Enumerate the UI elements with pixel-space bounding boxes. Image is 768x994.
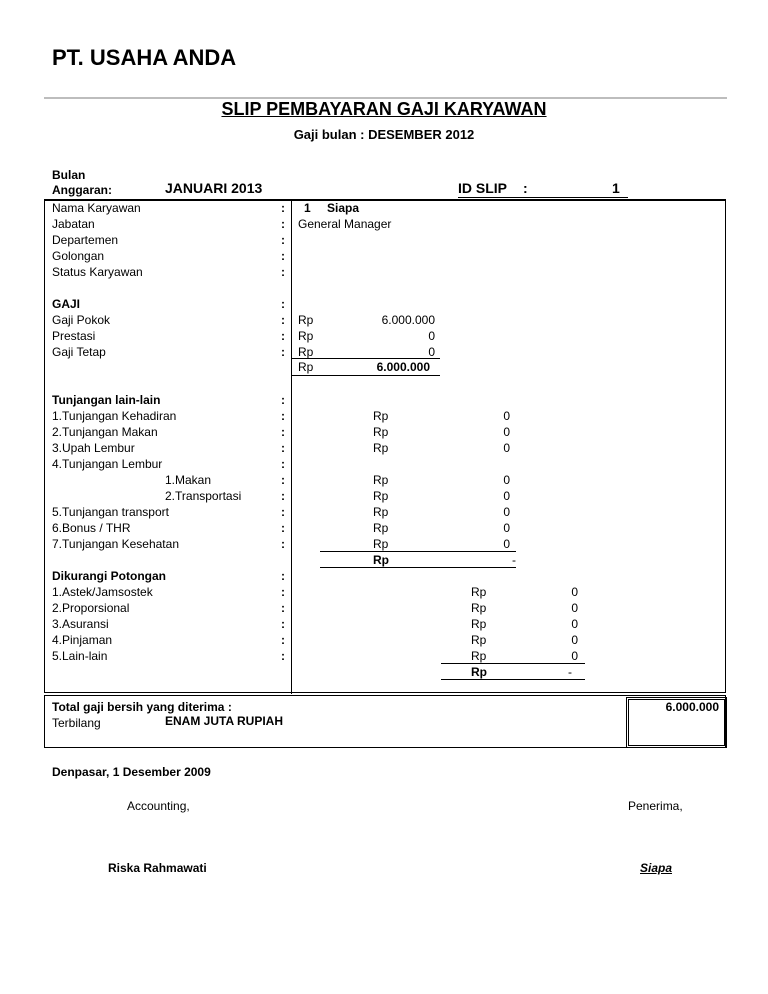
potongan-total-value: - xyxy=(568,665,572,679)
potongan-currency: Rp xyxy=(471,617,487,631)
gaji-value: 6.000.000 xyxy=(381,313,435,327)
departemen-label: Departemen xyxy=(52,233,119,247)
colon: : xyxy=(281,521,285,535)
golongan-label: Golongan xyxy=(52,249,105,263)
colon: : xyxy=(281,489,285,503)
potongan-value: 0 xyxy=(571,617,578,631)
bulan-anggaran-value: JANUARI 2013 xyxy=(165,180,263,196)
colon: : xyxy=(281,265,285,279)
tunjangan-currency: Rp xyxy=(373,409,389,423)
potongan-item-label: 2.Proporsional xyxy=(52,601,130,615)
colon: : xyxy=(281,313,285,327)
terbilang-value: ENAM JUTA RUPIAH xyxy=(165,714,284,728)
gaji-total-value: 6.000.000 xyxy=(376,360,430,374)
id-slip-colon: : xyxy=(523,180,528,196)
colon: : xyxy=(281,329,285,343)
net-salary-label: Total gaji bersih yang diterima : xyxy=(52,700,232,714)
tunjangan-total-underline xyxy=(320,567,516,568)
potongan-value: 0 xyxy=(571,585,578,599)
colon: : xyxy=(281,217,285,231)
colon: : xyxy=(281,425,285,439)
tunjangan-value: 0 xyxy=(503,441,510,455)
tunjangan-value: 0 xyxy=(503,489,510,503)
potongan-value: 0 xyxy=(571,601,578,615)
tunjangan-currency: Rp xyxy=(373,537,389,551)
accounting-signatory-name: Riska Rahmawati xyxy=(108,861,207,875)
penerima-signatory-name: Siapa xyxy=(640,861,673,875)
colon: : xyxy=(281,345,285,359)
tunjangan-item-label: 4.Tunjangan Lembur xyxy=(52,457,163,471)
colon: : xyxy=(281,585,285,599)
tunjangan-currency: Rp xyxy=(373,441,389,455)
gaji-header: GAJI xyxy=(52,297,81,311)
tunjangan-value: 0 xyxy=(503,409,510,423)
potongan-currency: Rp xyxy=(471,649,487,663)
potongan-total-currency: Rp xyxy=(471,665,487,679)
gaji-item-label: Prestasi xyxy=(52,329,96,343)
colon: : xyxy=(281,249,285,263)
tunjangan-total-value: - xyxy=(512,553,516,567)
colon: : xyxy=(281,441,285,455)
slip-title: SLIP PEMBAYARAN GAJI KARYAWAN xyxy=(221,99,547,119)
id-slip-underline xyxy=(458,197,628,198)
potongan-value: 0 xyxy=(571,633,578,647)
potongan-item-label: 5.Lain-lain xyxy=(52,649,108,663)
colon: : xyxy=(281,537,285,551)
tunjangan-value: 0 xyxy=(503,425,510,439)
nama-karyawan-label: Nama Karyawan xyxy=(52,201,141,215)
gaji-total-currency: Rp xyxy=(298,360,314,374)
employee-number: 1 xyxy=(304,201,311,215)
potongan-item-label: 3.Asuransi xyxy=(52,617,109,631)
gaji-value: 0 xyxy=(428,345,435,359)
gaji-currency: Rp xyxy=(298,329,314,343)
id-slip-value: 1 xyxy=(612,180,620,196)
tunjangan-currency: Rp xyxy=(373,521,389,535)
potongan-item-label: 1.Astek/Jamsostek xyxy=(52,585,153,599)
potongan-currency: Rp xyxy=(471,633,487,647)
colon: : xyxy=(281,649,285,663)
colon: : xyxy=(281,617,285,631)
colon: : xyxy=(281,233,285,247)
penerima-label: Penerima, xyxy=(628,799,683,813)
tunjangan-currency: Rp xyxy=(373,489,389,503)
colon: : xyxy=(281,601,285,615)
gaji-currency: Rp xyxy=(298,313,314,327)
colon: : xyxy=(281,393,285,407)
place-date: Denpasar, 1 Desember 2009 xyxy=(52,765,211,779)
gaji-currency: Rp xyxy=(298,345,314,359)
id-slip-label: ID SLIP xyxy=(458,180,508,196)
gaji-item-label: Gaji Pokok xyxy=(52,313,111,327)
net-salary-value: 6.000.000 xyxy=(665,700,719,714)
tunjangan-item-label: 3.Upah Lembur xyxy=(52,441,135,455)
tunjangan-subitem-label: 1.Makan xyxy=(165,473,212,487)
bulan-anggaran-label: Bulan Anggaran: xyxy=(52,168,112,197)
tunjangan-header: Tunjangan lain-lain xyxy=(52,393,161,407)
accounting-label: Accounting, xyxy=(127,799,190,813)
tunjangan-currency: Rp xyxy=(373,425,389,439)
tunjangan-currency: Rp xyxy=(373,505,389,519)
potongan-value: 0 xyxy=(571,649,578,663)
tunjangan-value: 0 xyxy=(503,537,510,551)
colon: : xyxy=(281,473,285,487)
potongan-currency: Rp xyxy=(471,585,487,599)
tunjangan-value: 0 xyxy=(503,473,510,487)
gaji-value: 0 xyxy=(428,329,435,343)
gaji-item-label: Gaji Tetap xyxy=(52,345,106,359)
colon: : xyxy=(281,201,285,215)
tunjangan-item-label: 1.Tunjangan Kehadiran xyxy=(52,409,177,423)
jabatan-value: General Manager xyxy=(298,217,392,231)
potongan-total-underline xyxy=(441,679,585,680)
tunjangan-total-currency: Rp xyxy=(373,553,389,567)
colon: : xyxy=(281,409,285,423)
tunjangan-item-label: 2.Tunjangan Makan xyxy=(52,425,158,439)
company-name: PT. USAHA ANDA xyxy=(52,45,237,70)
status-karyawan-label: Status Karyawan xyxy=(52,265,143,279)
employee-name: Siapa xyxy=(327,201,360,215)
colon: : xyxy=(281,633,285,647)
tunjangan-currency: Rp xyxy=(373,473,389,487)
tunjangan-value: 0 xyxy=(503,521,510,535)
colon: : xyxy=(281,569,285,583)
colon: : xyxy=(281,505,285,519)
tunjangan-subitem-label: 2.Transportasi xyxy=(165,489,242,503)
colon-column-divider xyxy=(291,200,292,694)
tunjangan-value: 0 xyxy=(503,505,510,519)
tunjangan-item-label: 5.Tunjangan transport xyxy=(52,505,169,519)
jabatan-label: Jabatan xyxy=(52,217,95,231)
potongan-currency: Rp xyxy=(471,601,487,615)
tunjangan-item-label: 7.Tunjangan Kesehatan xyxy=(52,537,179,551)
colon: : xyxy=(281,297,285,311)
tunjangan-item-label: 6.Bonus / THR xyxy=(52,521,131,535)
colon: : xyxy=(281,457,285,471)
terbilang-label: Terbilang xyxy=(52,716,101,730)
gaji-total-underline xyxy=(292,375,440,376)
slip-subtitle: Gaji bulan : DESEMBER 2012 xyxy=(293,127,475,142)
potongan-header: Dikurangi Potongan xyxy=(52,569,166,583)
potongan-item-label: 4.Pinjaman xyxy=(52,633,113,647)
